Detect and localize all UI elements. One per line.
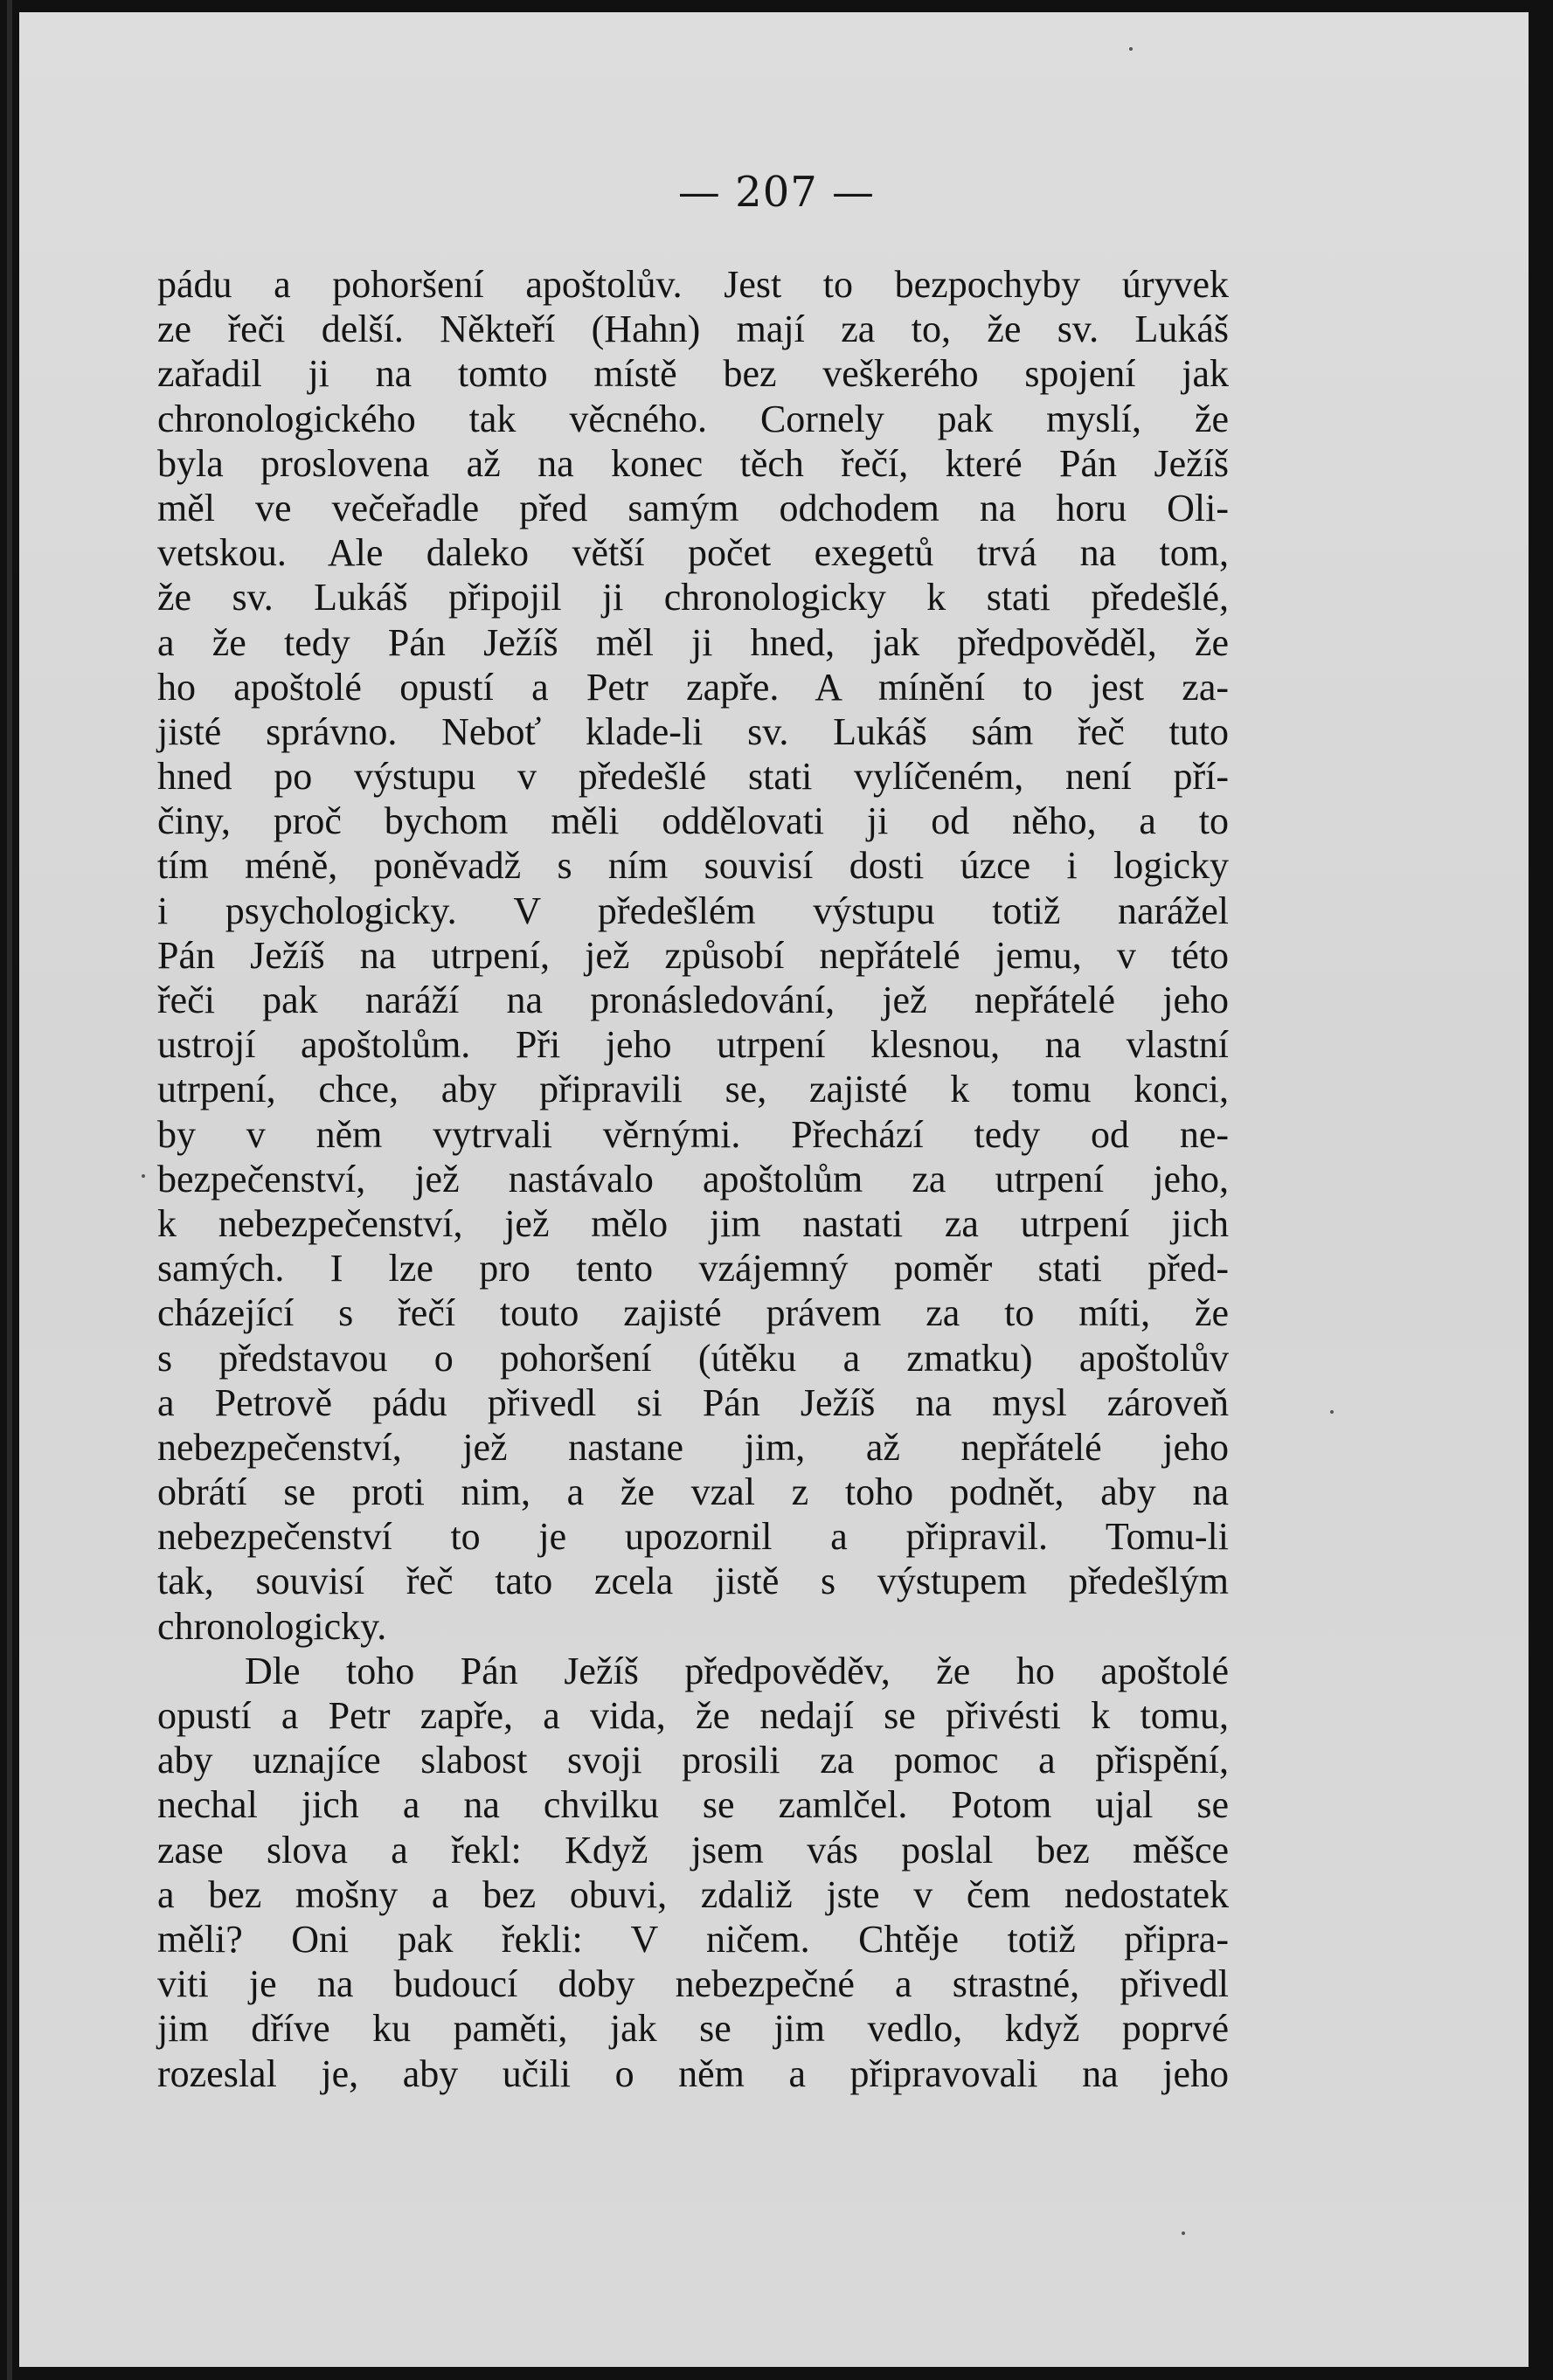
text-line: pádu a pohoršení apoštolův. Jest to bezpochyby úryvek (157, 263, 1229, 306)
text-line: měli? Oni pak řekli: V ničem. Chtěje totiž připra- (157, 1917, 1229, 1961)
text-line: ze řeči delší. Někteří (Hahn) mají za to, že sv. Lukáš (157, 308, 1229, 351)
body-text (157, 262, 1229, 2096)
text-line: i psychologicky. V předešlém výstupu totiž narážel (157, 889, 1229, 932)
text-line: tím méně, poněvadž s ním souvisí dosti úzce i logicky (157, 844, 1229, 888)
text-line: Pán Ježíš na utrpení, jež způsobí nepřátelé jemu, v této (157, 933, 1229, 977)
text-line: ho apoštolé opustí a Petr zapře. A mínění to jest za- (157, 665, 1229, 709)
text-line: vetskou. Ale daleko větší počet exegetů trvá na tom, (157, 531, 1229, 575)
text-line: rozeslal je, aby učili o něm a připravovali na jeho (157, 2051, 1229, 2095)
book-spine-edge (7, 0, 12, 2380)
text-line: tak, souvisí řeč tato zcela jistě s výstupem předešlým (157, 1560, 1229, 1603)
text-line: že sv. Lukáš připojil ji chronologicky k stati předešlé, (157, 576, 1229, 619)
text-line: a že tedy Pán Ježíš měl ji hned, jak předpověděl, že (157, 620, 1229, 664)
text-line: bezpečenství, jež nastávalo apoštolům za utrpení jeho, (157, 1157, 1229, 1200)
text-line: cházející s řečí touto zajisté právem za to míti, že (157, 1291, 1229, 1335)
text-line: jisté správno. Neboť klade-li sv. Lukáš sám řeč tuto (157, 709, 1229, 753)
text-line: nebezpečenství to je upozornil a připravil. Tomu-li (157, 1515, 1229, 1559)
text-line: utrpení, chce, aby připravili se, zajisté k tomu konci, (157, 1068, 1229, 1111)
text-line: obrátí se proti nim, a že vzal z toho podnět, aby na (157, 1470, 1229, 1514)
text-line: zase slova a řekl: Když jsem vás poslal bez měšce (157, 1828, 1229, 1871)
text-line: činy, proč bychom měli oddělovati ji od něho, a to (157, 799, 1229, 843)
text-line: byla proslovena až na konec těch řečí, které Pán Ježíš (157, 441, 1229, 485)
text-line: opustí a Petr zapře, a vida, že nedají se přivésti k tomu, (157, 1694, 1229, 1737)
paper-speck (1330, 1410, 1334, 1414)
text-line: a Petrově pádu přivedl si Pán Ježíš na mysl zároveň (157, 1380, 1229, 1424)
text-line: chronologického tak věcného. Cornely pak myslí, že (157, 397, 1229, 440)
text-line: s představou o pohoršení (útěku a zmatku) apoštolův (157, 1336, 1229, 1380)
text-line: k nebezpečenství, jež mělo jim nastati za utrpení jich (157, 1201, 1229, 1245)
text-line: aby uznajíce slabost svoji prosili za pomoc a přispění, (157, 1739, 1229, 1782)
text-line: a bez mošny a bez obuvi, zdaliž jste v čem nedostatek (157, 1872, 1229, 1916)
text-line: jim dříve ku paměti, jak se jim vedlo, když poprvé (157, 2007, 1229, 2051)
text-line: nebezpečenství, jež nastane jim, až nepřátelé jeho (157, 1425, 1229, 1469)
text-line: řeči pak naráží na pronásledování, jež nepřátelé jeho (157, 979, 1229, 1021)
text-line: ustrojí apoštolům. Při jeho utrpení klesnou, na vlastní (157, 1023, 1229, 1067)
page-number: — 207 — (677, 168, 876, 217)
text-line: chronologicky. (157, 1604, 387, 1648)
paper-speck (1129, 47, 1133, 51)
text-line: nechal jich a na chvilku se zamlčel. Potom ujal se (157, 1783, 1229, 1827)
paper-speck (142, 1174, 145, 1178)
paragraph-first-line: Dle toho Pán Ježíš předpověděv, že ho apoštolé (245, 1649, 1229, 1692)
text-line: měl ve večeřadle před samým odchodem na horu Oli- (157, 486, 1229, 529)
paper-speck (1182, 2231, 1185, 2235)
text-line: viti je na budoucí doby nebezpečné a strastné, přivedl (157, 1962, 1229, 2006)
text-line: by v něm vytrvali věrnými. Přechází tedy od ne- (157, 1112, 1229, 1156)
text-line: hned po výstupu v předešlé stati vylíčeném, není pří- (157, 755, 1229, 799)
text-line: zařadil ji na tomto místě bez veškerého spojení jak (157, 352, 1229, 396)
text-line: samých. I lze pro tento vzájemný poměr stati před- (157, 1247, 1229, 1290)
